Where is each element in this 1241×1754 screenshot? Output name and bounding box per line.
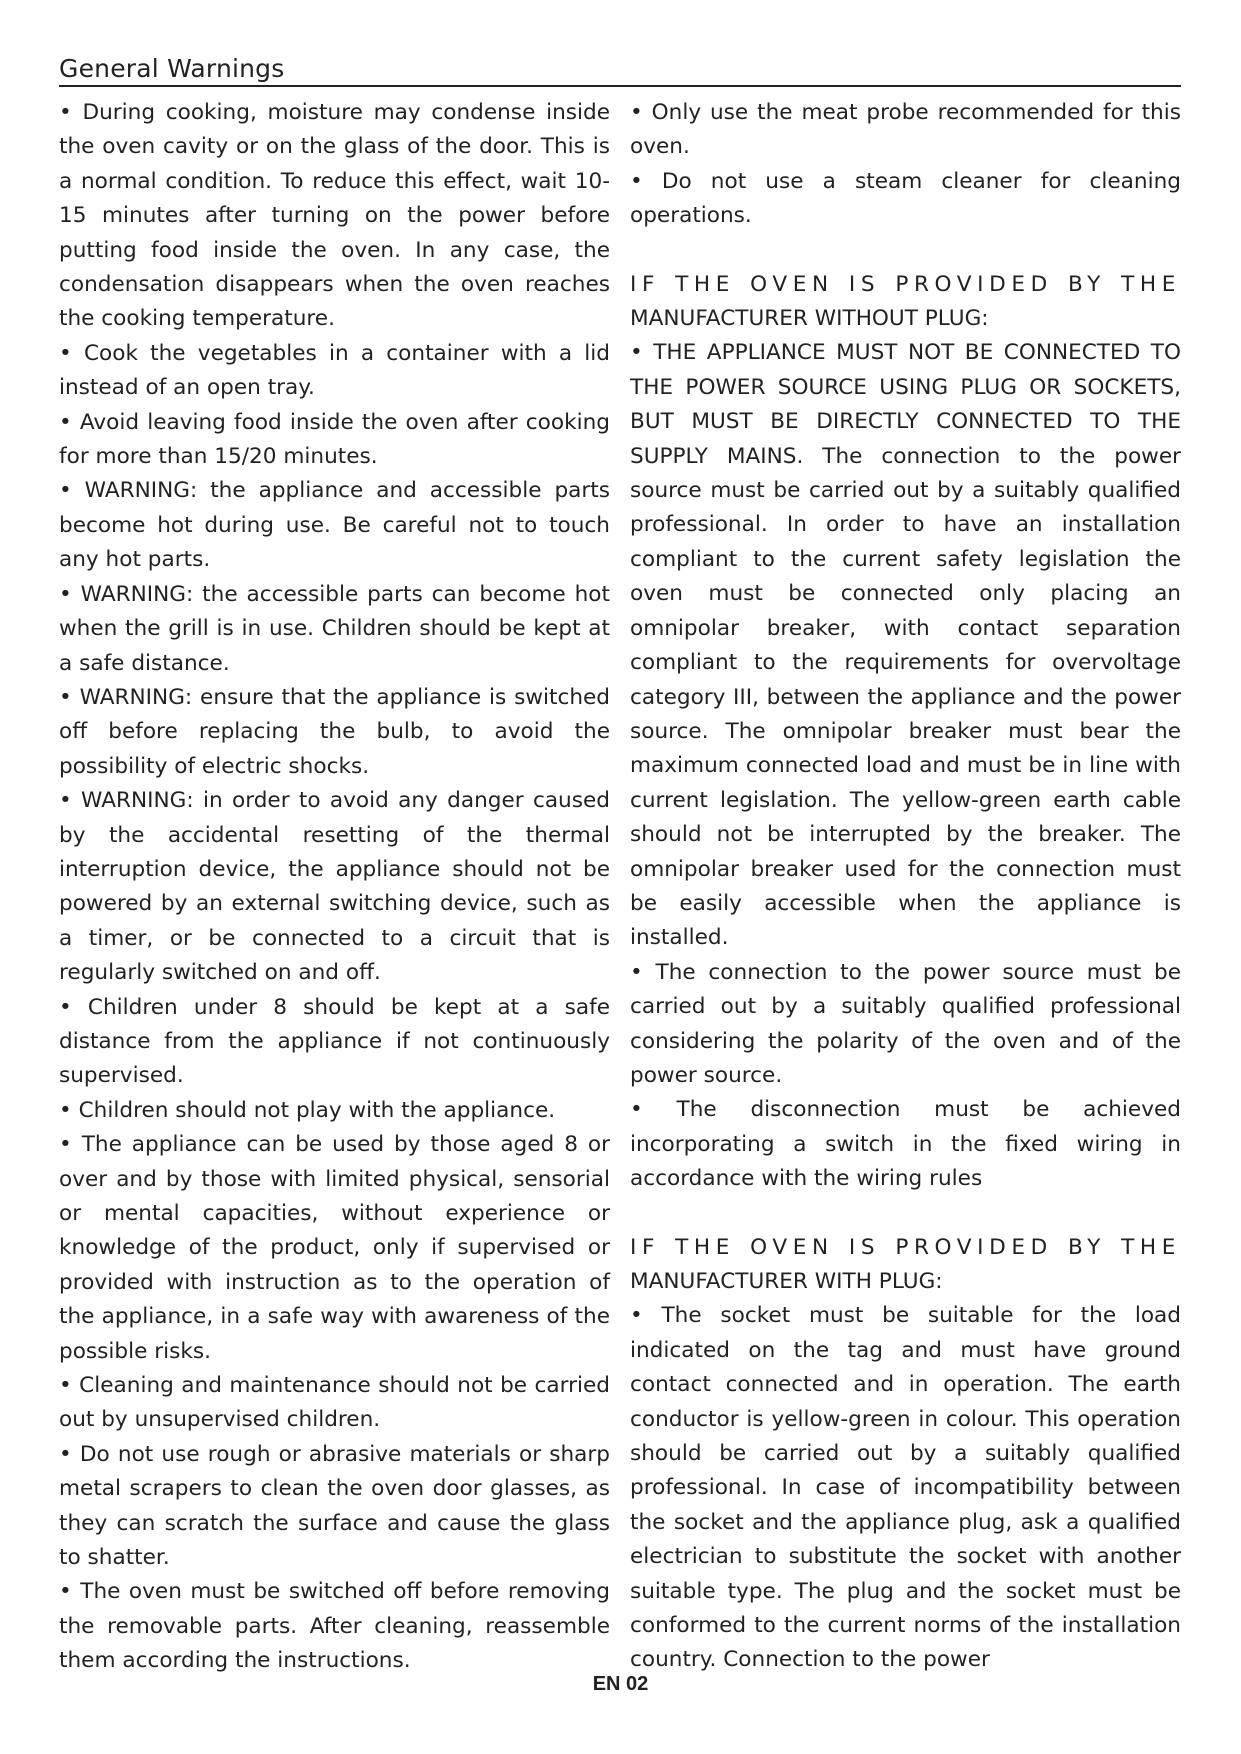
warning-item: • The disconnection must be achieved incorporating a switch in the fixed wiring in accordance with the wiring rules: [630, 1097, 1181, 1192]
right-column: [630, 96, 1181, 1678]
section-heading-with-plug-line2: MANUFACTURER WITH PLUG:: [630, 1269, 943, 1294]
warning-item: • WARNING: ensure that the appliance is switched off before replacing the bulb, to avoid the possibility of electric shocks.: [59, 684, 610, 779]
warning-item: • THE APPLIANCE MUST NOT BE CONNECTED TO THE POWER SOURCE USING PLUG OR SOCKETS, BUT MUST BE DIRECTLY CONNECTED TO THE SUPPLY MAINS. The connection to the power source must be carried out by a suitably qualified professional. In order to have an installation compliant to the current safety legislation the oven must be connected only placing an omnipolar breaker, with contact separation compliant to the requirements for overvoltage category III, between the appliance and the power source. The omnipolar breaker must bear the maximum connected load and must be in line with current legislation. The yellow-green earth cable should not be interrupted by the breaker. The omnipolar breaker used for the connection must be easily accessible when the appliance is installed.: [630, 340, 1181, 951]
warning-item: • WARNING: the appliance and accessible parts become hot during use. Be careful not to touch any hot parts.: [59, 478, 610, 573]
warning-item: • WARNING: the accessible parts can become hot when the grill is in use. Children should be kept at a safe distance.: [59, 581, 610, 676]
warning-item: • Children under 8 should be kept at a safe distance from the appliance if not continuously supervised.: [59, 994, 610, 1089]
section-spacer: [630, 1197, 1181, 1231]
warning-item: • Cook the vegetables in a container with a lid instead of an open tray.: [59, 340, 610, 401]
warning-item: • WARNING: in order to avoid any danger caused by the accidental resetting of the thermal interruption device, the appliance should not be powered by an external switching device, such as a timer, or be connected to a circuit that is regularly switched on and off.: [59, 788, 610, 986]
warning-item: • Do not use a steam cleaner for cleaning operations.: [630, 168, 1181, 229]
warning-item: • During cooking, moisture may condense inside the oven cavity or on the glass of the door. This is a normal condition. To reduce this effect, wait 10-15 minutes after turning on the power before putting food inside the oven. In any case, the condensation disappears when the oven reaches the cooking temperature.: [59, 100, 610, 332]
section-heading-with-plug: IF THE OVEN IS PROVIDED BY THE: [630, 1234, 1181, 1260]
warning-item: • The connection to the power source must be carried out by a suitably qualified professional considering the polarity of the oven and of the power source.: [630, 959, 1181, 1088]
page-number: EN 02: [592, 1673, 649, 1695]
title-divider: [59, 85, 1181, 87]
warning-item: • Avoid leaving food inside the oven after cooking for more than 15/20 minutes.: [59, 409, 610, 470]
section-heading-without-plug-line2: MANUFACTURER WITHOUT PLUG:: [630, 306, 989, 332]
warning-item: • Children should not play with the appliance.: [59, 1097, 556, 1123]
warning-item: • Do not use rough or abrasive materials or sharp metal scrapers to clean the oven door glasses, as they can scratch the surface and cause the glass to shatter.: [59, 1441, 610, 1571]
warning-item: • The socket must be suitable for the load indicated on the tag and must have ground contact connected and in operation. The earth conductor is yellow-green in colour. This operation should be carried out by a suitably qualified professional. In case of incompatibility between the socket and the appliance plug, ask a qualified electrician to substitute the socket with another suitable type. The plug and the socket must be conformed to the current norms of the installation country. Connection to the power: [630, 1303, 1181, 1673]
warning-item: • The oven must be switched off before removing the removable parts. After cleaning, reassemble them according the instructions.: [59, 1579, 610, 1674]
warning-item: • The appliance can be used by those aged 8 or over and by those with limited physical, sensorial or mental capacities, without experience or knowledge of the product, only if supervised or provided with instruction as to the operation of the appliance, in a safe way with awareness of the possible risks.: [59, 1132, 610, 1364]
section-spacer: [630, 234, 1181, 268]
section-heading-without-plug: IF THE OVEN IS PROVIDED BY THE: [630, 271, 1181, 297]
warning-item: • Cleaning and maintenance should not be carried out by unsupervised children.: [59, 1373, 610, 1433]
left-column: [59, 96, 610, 1679]
warning-item: • Only use the meat probe recommended for this oven.: [630, 100, 1181, 160]
page-title: General Warnings: [59, 54, 285, 83]
